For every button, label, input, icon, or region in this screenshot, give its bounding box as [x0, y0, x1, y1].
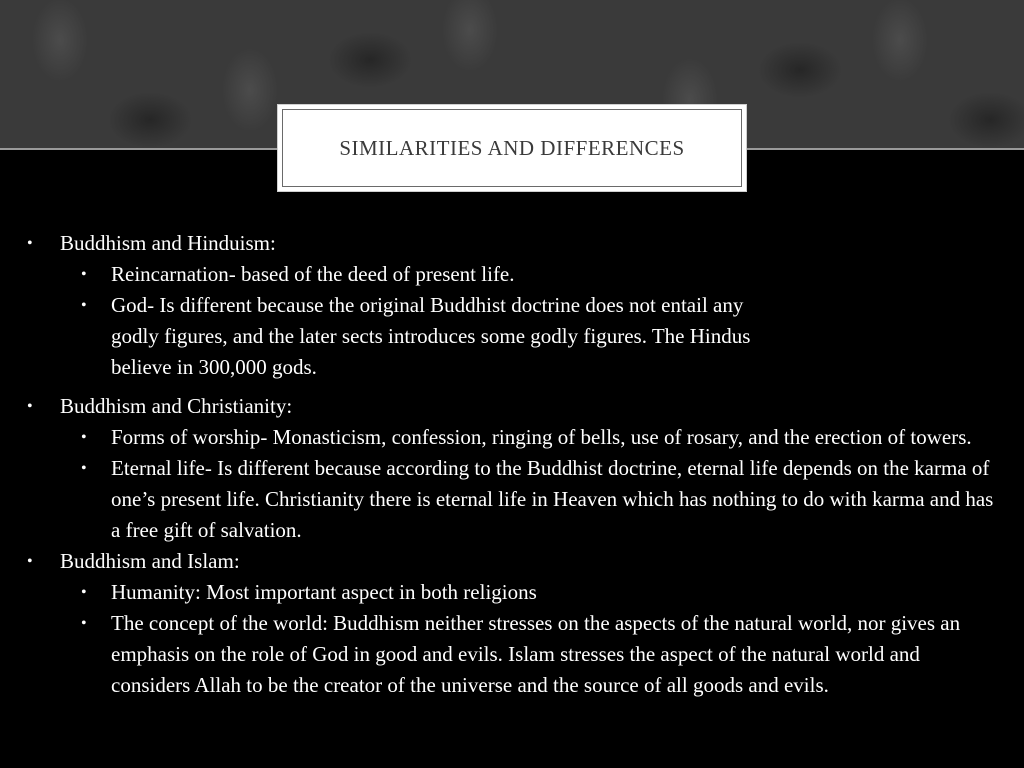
- bullet-icon: •: [81, 266, 87, 283]
- title-inner-frame: [282, 109, 742, 187]
- section-heading-text: Buddhism and Christianity:: [60, 394, 293, 418]
- list-item-text: Eternal life- Is different because according to the Buddhist doctrine, eternal life depends on the karma of one’s present life. Christianity there is eternal life in Heaven which has nothing to do with karma and has a free gift of salvation.: [111, 456, 994, 542]
- section-heading-text: Buddhism and Hinduism:: [60, 231, 276, 255]
- list-item-text: God- Is different because the original Buddhist doctrine does not entail any godly figures, and the later sects introduces some godly figures. The Hindus believe in 300,000 gods.: [111, 293, 751, 379]
- list-item: [0, 608, 994, 701]
- slide-body: [0, 228, 1024, 701]
- bullet-icon: •: [27, 553, 33, 570]
- slide-title: SIMILARITIES AND DIFFERENCES: [339, 135, 685, 160]
- bullet-icon: •: [27, 235, 33, 252]
- list-item: [0, 290, 994, 383]
- list-item-text: Humanity: Most important aspect in both religions: [111, 580, 537, 604]
- section-heading: [0, 391, 994, 422]
- bullet-icon: •: [27, 398, 33, 415]
- section-heading: [0, 546, 994, 577]
- list-item: [0, 422, 994, 453]
- list-item-text: Reincarnation- based of the deed of present life.: [111, 262, 515, 286]
- bullet-icon: •: [81, 584, 87, 601]
- title-box: [277, 104, 747, 192]
- list-item: [0, 453, 994, 546]
- bullet-icon: •: [81, 429, 87, 446]
- list-item: [0, 577, 994, 608]
- section-heading-text: Buddhism and Islam:: [60, 549, 240, 573]
- bullet-icon: •: [81, 297, 87, 314]
- bullet-icon: •: [81, 615, 87, 632]
- bullet-icon: •: [81, 460, 87, 477]
- list-item: [0, 259, 994, 290]
- section-heading: [0, 228, 994, 259]
- list-item-text: Forms of worship- Monasticism, confession, ringing of bells, use of rosary, and the erection of towers.: [111, 425, 972, 449]
- list-item-text: The concept of the world: Buddhism neither stresses on the aspects of the natural world, nor gives an emphasis on the role of God in good and evils. Islam stresses the aspect of the natural world and considers Allah to be the creator of the universe and the source of all goods and evils.: [111, 611, 961, 697]
